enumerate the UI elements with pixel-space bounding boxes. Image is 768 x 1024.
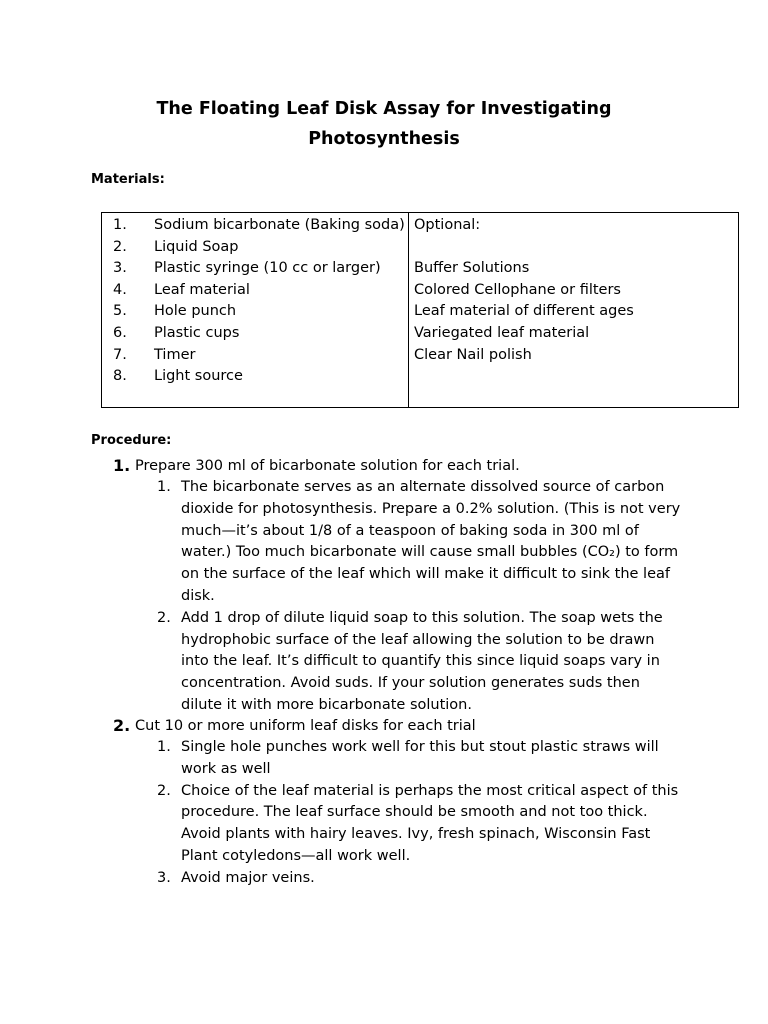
step-text: Cut 10 or more uniform leaf disks for each trial: [135, 718, 476, 734]
materials-item-text: Liquid Soap: [154, 238, 239, 255]
substep-number: 2.: [157, 609, 171, 626]
materials-item-text: Hole punch: [154, 303, 237, 320]
optional-materials-list: [414, 215, 634, 366]
document-title: The Floating Leaf Disk Assay for Investigating Photosynthesis: [156, 99, 612, 149]
substep-list: [0, 477, 768, 717]
materials-item-text: Leaf material: [154, 281, 250, 298]
step-number: 1.: [113, 456, 131, 475]
substep: [0, 781, 768, 868]
materials-item-number: 3.: [113, 260, 127, 277]
optional-heading: Optional:: [414, 217, 481, 233]
materials-item-number: 8.: [113, 368, 127, 385]
materials-table: [101, 212, 739, 408]
materials-item-text: Sodium bicarbonate (Baking soda): [154, 217, 405, 233]
optional-item: Clear Nail polish: [414, 346, 532, 363]
materials-item-number: 6.: [113, 324, 127, 341]
substep-list: [0, 737, 768, 890]
materials-item-text: Timer: [154, 346, 196, 363]
materials-item-text: Plastic syringe (10 cc or larger): [154, 260, 381, 277]
substep: [0, 608, 768, 717]
substep-text: Add 1 drop of dilute liquid soap to this solution. The soap wets the hydrophobic surface of the leaf allowing the solution to be drawn into the leaf. It’s difficult to quantify this since liquid soaps vary in concentration. Avoid suds. If your solution generates suds then dilute it with more bicarbonate solution.: [181, 609, 663, 713]
substep: [0, 477, 768, 608]
substep: [0, 868, 768, 890]
substep: [0, 737, 768, 781]
materials-item-number: 1.: [113, 217, 127, 233]
substep-text: Choice of the leaf material is perhaps the most critical aspect of this procedure. The leaf surface should be smooth and not too thick. Avoid plants with hairy leaves. Ivy, fresh spinach, Wisconsin Fast Plant cotyledons—all work well.: [181, 782, 679, 864]
substep-number: 2.: [157, 782, 171, 799]
materials-item-number: 2.: [113, 238, 127, 255]
optional-item: Colored Cellophane or filters: [414, 281, 621, 298]
substep-text: Avoid major veins.: [181, 869, 315, 886]
step-text: Prepare 300 ml of bicarbonate solution for each trial.: [135, 458, 520, 474]
materials-item-number: 7.: [113, 346, 127, 363]
table-column-divider: [408, 213, 409, 407]
optional-item: Buffer Solutions: [414, 260, 530, 277]
procedure-heading: Procedure:: [91, 433, 172, 448]
blank-line: [414, 237, 634, 259]
substep-number: 1.: [157, 479, 171, 495]
optional-item: Leaf material of different ages: [414, 303, 634, 320]
materials-heading: Materials:: [91, 172, 165, 187]
substep-text: The bicarbonate serves as an alternate dissolved source of carbon dioxide for photosynthesis. Prepare a 0.2% solution. (This is not very much—it’s about 1/8 of a teaspoon of baking soda in 300 ml of water.) Too much bicarbonate will cause small bubbles (CO₂) to form on the surface of the leaf which will make it difficult to sink the leaf disk.: [181, 479, 681, 604]
materials-item-text: Plastic cups: [154, 324, 240, 341]
optional-item: Variegated leaf material: [414, 324, 590, 341]
substep-number: 3.: [157, 869, 171, 886]
materials-item-number: 4.: [113, 281, 127, 298]
substep-number: 1.: [157, 739, 171, 755]
materials-item-text: Light source: [154, 368, 243, 385]
materials-item-number: 5.: [113, 303, 127, 320]
step-number: 2.: [113, 716, 131, 735]
substep-text: Single hole punches work well for this but stout plastic straws will work as well: [181, 739, 659, 777]
